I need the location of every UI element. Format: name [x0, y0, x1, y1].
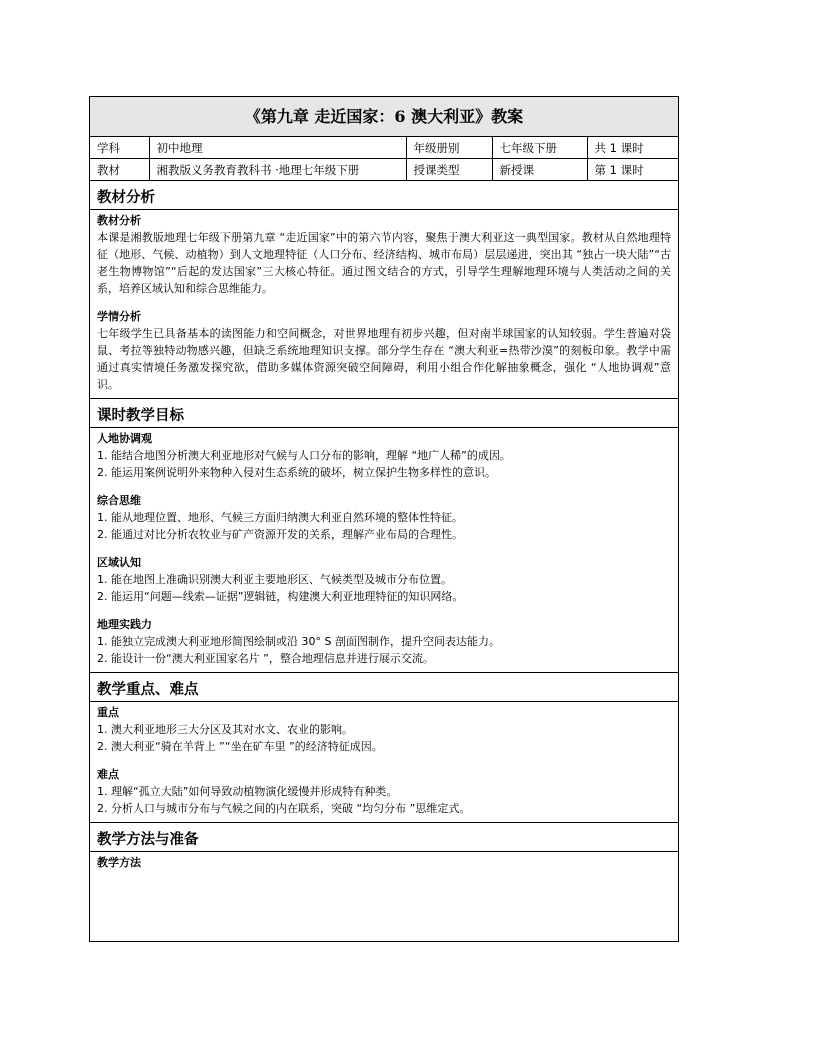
textbook-value: 湘教版义务教育教科书 ·地理七年级下册 [149, 159, 406, 181]
grade-label: 年级册别 [406, 137, 492, 159]
lesson-type-label: 授课类型 [406, 159, 492, 181]
keypoints-section [90, 702, 678, 823]
difficult-point-item: 2. 分析人口与城市分布与气候之间的内在联系，突破 “均匀分布 ”思维定式。 [97, 802, 471, 815]
teaching-methods-title: 教学方法 [97, 856, 141, 869]
lesson-type-value: 新授课 [492, 159, 587, 181]
subject-value: 初中地理 [149, 137, 406, 159]
student-analysis-title: 学情分析 [97, 310, 141, 323]
goals-heading: 课时教学目标 [90, 399, 678, 428]
student-analysis-text: 七年级学生已具备基本的读图能力和空间概念，对世界地理有初步兴趣，但对南半球国家的认知较弱。学生普遍对袋鼠、考拉等独特动物感兴趣，但缺乏系统地理知识支撑。部分学生存在 “澳大利亚=热带沙漠”的刻板印象。教学中需通过真实情境任务激发探究欲，借助多媒体资源突破空间障碍，利用小组合作化解抽象概念，强化 “人地协调观”意识。 [97, 327, 671, 391]
course-info-table [90, 137, 678, 181]
key-point-item: 2. 澳大利亚“骑在羊背上 ”“坐在矿车里 ”的经济特征成因。 [97, 740, 383, 753]
course-info-row-2 [90, 159, 678, 181]
difficult-points-title: 难点 [97, 768, 119, 781]
goal-group-title: 人地协调观 [97, 432, 152, 445]
subject-label: 学科 [90, 137, 149, 159]
goal-item: 1. 能独立完成澳大利亚地形简图绘制或沿 30° S 剖面图制作，提升空间表达能力。 [97, 635, 500, 648]
goal-group-title: 综合思维 [97, 494, 141, 507]
key-point-item: 1. 澳大利亚地形三大分区及其对水文、农业的影响。 [97, 723, 353, 736]
goal-group-title: 地理实践力 [97, 618, 152, 631]
key-points-title: 重点 [97, 706, 119, 719]
total-periods: 共 1 课时 [587, 137, 678, 159]
keypoints-heading: 教学重点、难点 [90, 673, 678, 702]
goal-item: 2. 能设计一份“澳大利亚国家名片 ”，整合地理信息并进行展示交流。 [97, 652, 434, 665]
material-analysis-text: 本课是湘教版地理七年级下册第九章 “走近国家”中的第六节内容，聚焦于澳大利亚这一典型国家。教材从自然地理特征（地形、气候、动植物）到人文地理特征（人口分布、经济结构、城市布局）层层递进，突出其 “独占一块大陆”“古老生物博物馆”“后起的发达国家”三大核心特征。通过图文结合的方式，引导学生理解地理环境与人类活动之间的关系，培养区域认知和综合思维能力。 [97, 231, 671, 295]
goal-list [97, 509, 671, 543]
goal-group-title: 区域认知 [97, 556, 141, 569]
difficult-point-item: 1. 理解“孤立大陆”如何导致动植物演化缓慢并形成特有种类。 [97, 785, 398, 798]
textbook-label: 教材 [90, 159, 149, 181]
goal-item: 2. 能运用案例说明外来物种入侵对生态系统的破坏，树立保护生物多样性的意识。 [97, 466, 496, 479]
document-title: 《第九章 走近国家：6 澳大利亚》教案 [90, 97, 678, 137]
analysis-heading: 教材分析 [90, 181, 678, 210]
goal-item: 2. 能运用“问题—线索—证据”逻辑链，构建澳大利亚地理特征的知识网络。 [97, 590, 464, 603]
material-analysis-title: 教材分析 [97, 214, 141, 227]
goal-list [97, 447, 671, 481]
period-number: 第 1 课时 [587, 159, 678, 181]
lesson-plan-document [89, 96, 679, 942]
goal-list [97, 571, 671, 605]
goal-item: 1. 能在地图上准确识别澳大利亚主要地形区、气候类型及城市分布位置。 [97, 573, 452, 586]
methods-heading: 教学方法与准备 [90, 823, 678, 852]
goal-item: 1. 能结合地图分析澳大利亚地形对气候与人口分布的影响，理解 “地广人稀”的成因。 [97, 449, 511, 462]
analysis-section [90, 210, 678, 399]
difficult-points-list [97, 783, 671, 817]
course-info-row-1 [90, 137, 678, 159]
goal-list [97, 633, 671, 667]
goal-item: 1. 能从地理位置、地形、气候三方面归纳澳大利亚自然环境的整体性特征。 [97, 511, 463, 524]
methods-section [90, 852, 678, 871]
grade-value: 七年级下册 [492, 137, 587, 159]
key-points-list [97, 721, 671, 755]
goals-section [90, 428, 678, 673]
goal-item: 2. 能通过对比分析农牧业与矿产资源开发的关系，理解产业布局的合理性。 [97, 528, 463, 541]
